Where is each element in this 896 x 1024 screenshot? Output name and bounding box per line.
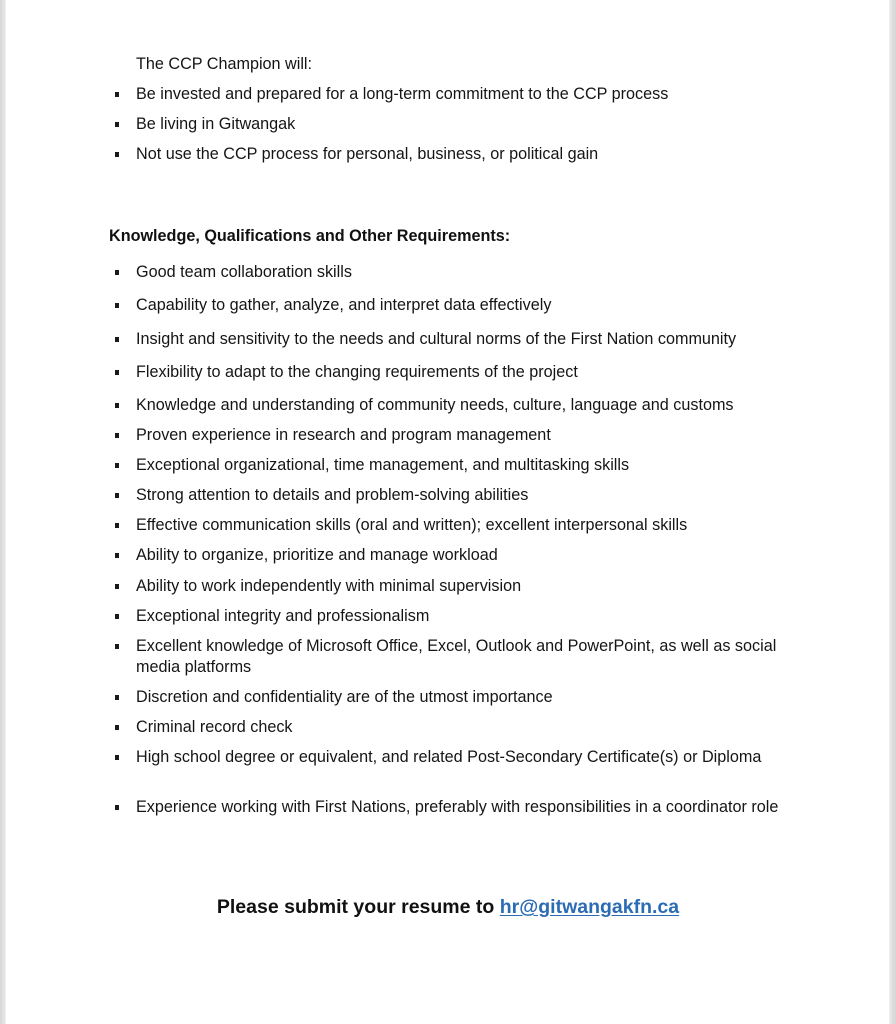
page-edge-right — [889, 0, 896, 1024]
list-item-text: Ability to organize, prioritize and manage workload — [136, 546, 498, 564]
list-item-text: Insight and sensitivity to the needs and cultural norms of the First Nation community — [136, 330, 737, 348]
square-bullet-icon — [115, 152, 119, 157]
square-bullet-icon — [115, 122, 119, 127]
list-item-text: Good team collaboration skills — [136, 263, 352, 281]
list-item-text: Excellent knowledge of Microsoft Office, Excel, Outlook and PowerPoint, as well as social media platforms — [136, 637, 777, 676]
list-item-text: Not use the CCP process for personal, business, or political gain — [136, 145, 599, 163]
square-bullet-icon — [115, 337, 119, 342]
list-item-text: Be living in Gitwangak — [136, 115, 296, 133]
square-bullet-icon — [115, 303, 119, 308]
square-bullet-icon — [115, 805, 119, 810]
champion-intro-label: The CCP Champion will: — [136, 55, 313, 73]
square-bullet-icon — [115, 553, 119, 558]
square-bullet-icon — [115, 584, 119, 589]
list-item-text: Effective communication skills (oral and written); excellent interpersonal skills — [136, 516, 688, 534]
square-bullet-icon — [115, 370, 119, 375]
list-item-text: Be invested and prepared for a long-term commitment to the CCP process — [136, 85, 669, 103]
submit-resume-cta — [0, 895, 896, 919]
square-bullet-icon — [115, 433, 119, 438]
list-item-text: Knowledge and understanding of community needs, culture, language and customs — [136, 396, 734, 414]
list-item-text: Strong attention to details and problem-solving abilities — [136, 486, 529, 504]
email-link[interactable]: hr@gitwangakfn.ca — [499, 896, 680, 918]
square-bullet-icon — [115, 92, 119, 97]
list-item-text: Discretion and confidentiality are of the utmost importance — [136, 688, 553, 706]
square-bullet-icon — [115, 493, 119, 498]
list-item-text: Flexibility to adapt to the changing requirements of the project — [136, 363, 578, 381]
square-bullet-icon — [115, 755, 119, 760]
cta-text: Please submit your resume to — [216, 896, 500, 918]
list-item-text: Proven experience in research and program management — [136, 426, 551, 444]
square-bullet-icon — [115, 523, 119, 528]
list-item-text: Capability to gather, analyze, and interpret data effectively — [136, 296, 552, 314]
list-item-text: High school degree or equivalent, and related Post-Secondary Certificate(s) or Diploma — [136, 748, 762, 766]
list-item-text: Exceptional organizational, time management, and multitasking skills — [136, 456, 630, 474]
requirements-heading: Knowledge, Qualifications and Other Requirements: — [109, 227, 511, 245]
list-item-text: Criminal record check — [136, 718, 293, 736]
square-bullet-icon — [115, 695, 119, 700]
list-item-text: Exceptional integrity and professionalism — [136, 607, 430, 625]
square-bullet-icon — [115, 270, 119, 275]
square-bullet-icon — [115, 644, 119, 649]
square-bullet-icon — [115, 725, 119, 730]
square-bullet-icon — [115, 403, 119, 408]
square-bullet-icon — [115, 463, 119, 468]
square-bullet-icon — [115, 614, 119, 619]
list-item-text: Ability to work independently with minimal supervision — [136, 577, 522, 595]
list-item-text: Experience working with First Nations, preferably with responsibilities in a coordinator role — [136, 798, 779, 816]
